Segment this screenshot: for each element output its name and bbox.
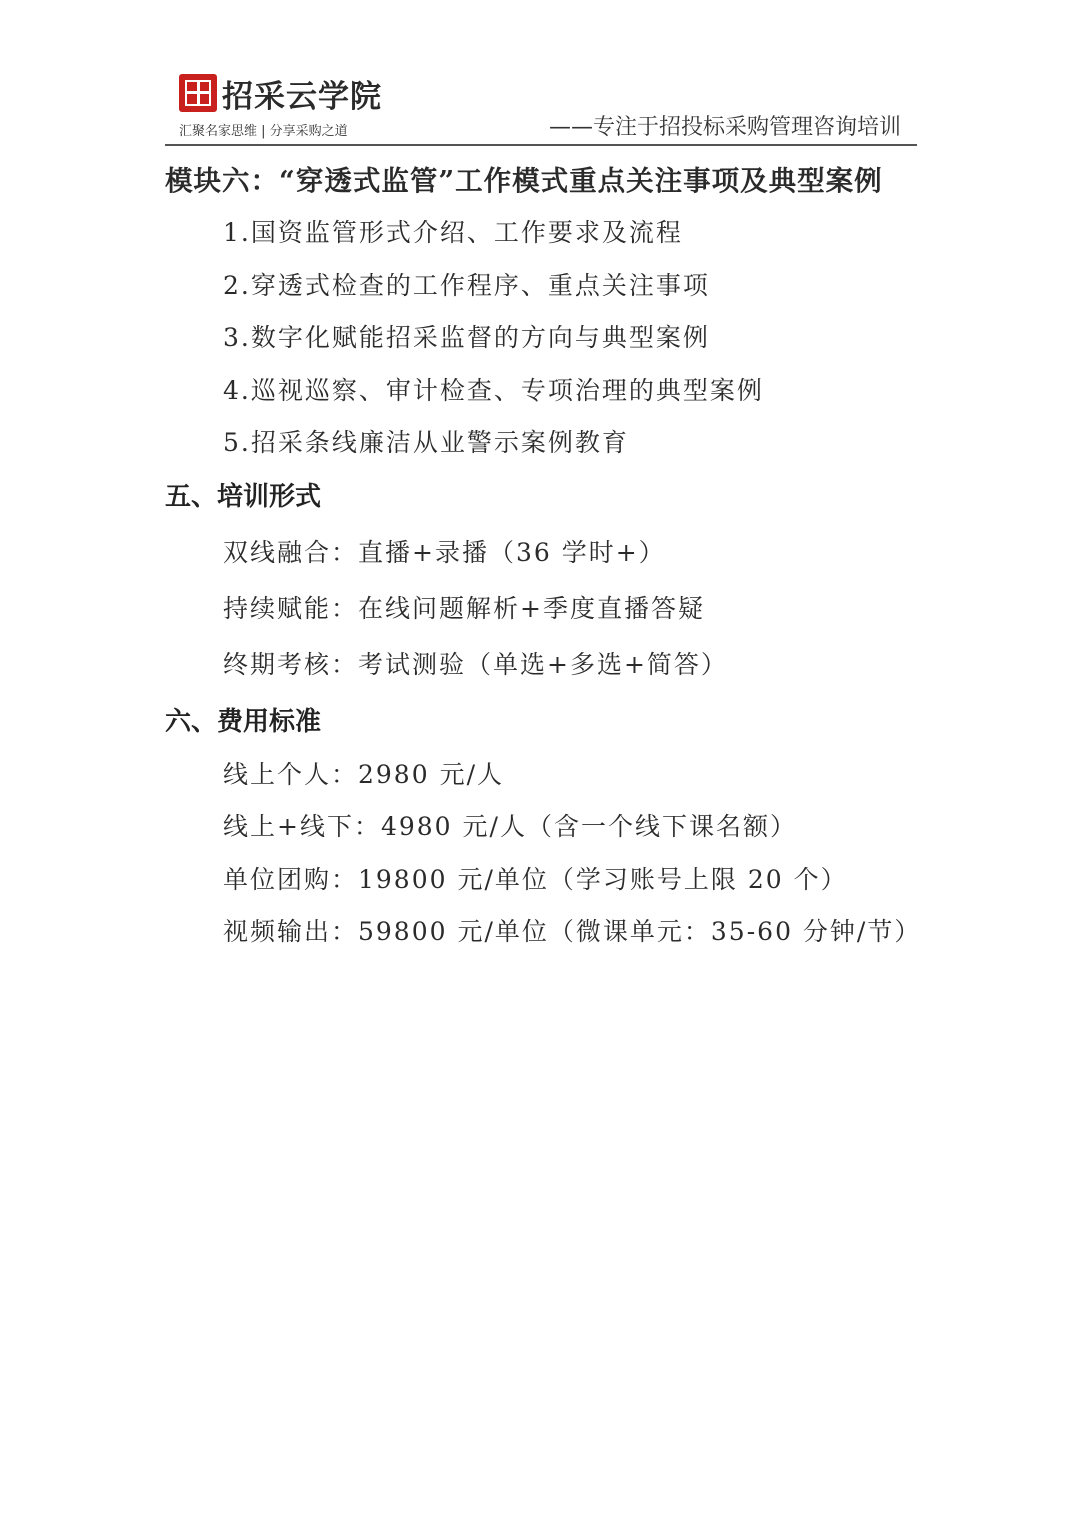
fee-line: 视频输出：59800 元/单位（微课单元：35-60 分钟/节）	[223, 917, 922, 946]
module-item: 5.招采条线廉洁从业警示案例教育	[223, 428, 629, 457]
section-heading-training-format: 五、培训形式	[165, 482, 322, 512]
page-header	[165, 62, 917, 146]
module-item: 1.国资监管形式介绍、工作要求及流程	[223, 218, 683, 247]
section-heading-fee-standard: 六、费用标准	[165, 707, 322, 737]
training-format-line: 持续赋能：在线问题解析+季度直播答疑	[223, 594, 705, 623]
header-divider	[165, 144, 917, 146]
brand-slogan: 汇聚名家思维 | 分享采购之道	[179, 124, 348, 139]
header-tagline: ——专注于招投标采购管理咨询培训	[548, 115, 901, 140]
fee-line: 线上+线下：4980 元/人（含一个线下课名额）	[223, 812, 797, 841]
module-item: 4.巡视巡察、审计检查、专项治理的典型案例	[223, 376, 764, 405]
fee-line: 单位团购：19800 元/单位（学习账号上限 20 个）	[223, 865, 848, 894]
brand-name: 招采云学院	[222, 79, 382, 115]
training-format-line: 终期考核：考试测验（单选+多选+简答）	[223, 650, 728, 679]
module-item: 3.数字化赋能招采监督的方向与典型案例	[223, 323, 710, 352]
module-item: 2.穿透式检查的工作程序、重点关注事项	[223, 271, 710, 300]
training-format-line: 双线融合：直播+录播（36 学时+）	[223, 538, 666, 567]
logo-icon	[179, 74, 217, 112]
fee-line: 线上个人：2980 元/人	[223, 760, 504, 789]
module-six-title: 模块六：“穿透式监管”工作模式重点关注事项及典型案例	[165, 165, 883, 197]
